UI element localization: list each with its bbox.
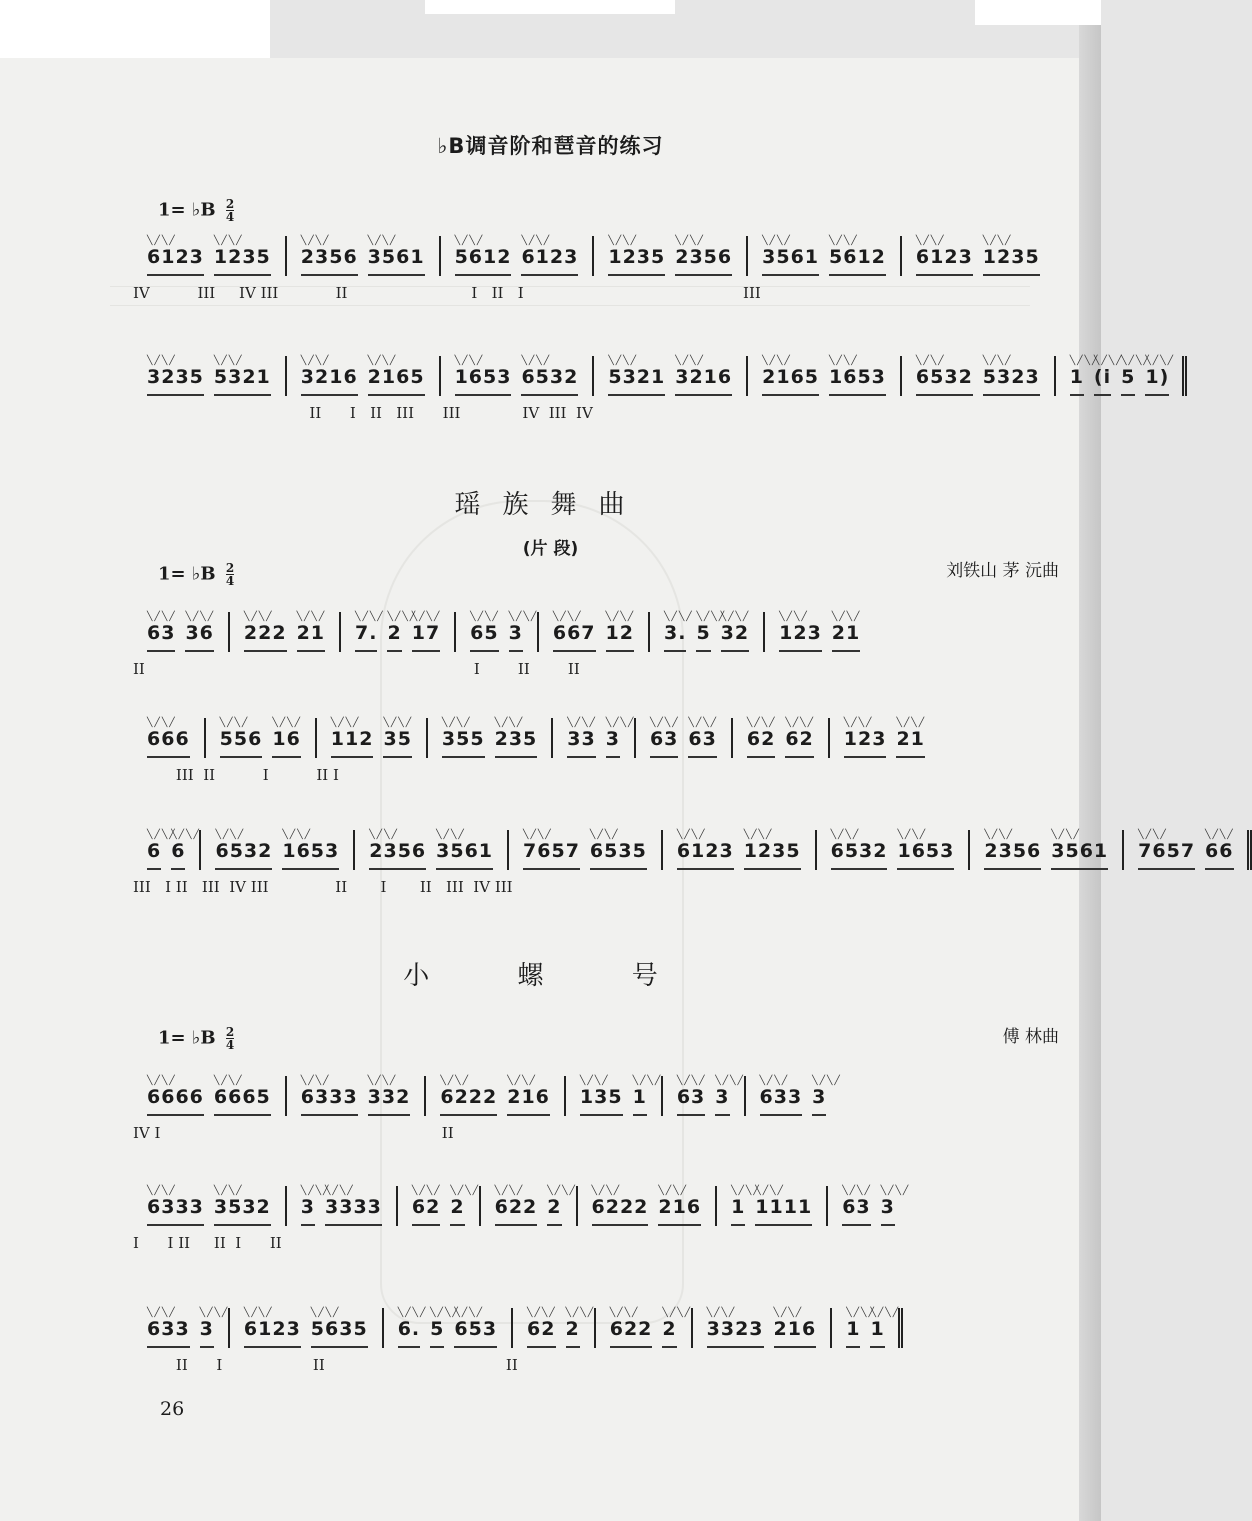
measure-row: [133, 1308, 1063, 1348]
string-position-markers: II I II II: [133, 1356, 518, 1374]
notation-line: [133, 830, 1234, 896]
measure-row: [133, 718, 1063, 758]
measure: [287, 1076, 427, 1116]
time-signature: $\frac{2}{4}$: [225, 561, 235, 588]
composer-credit: 傅 林曲: [1002, 1027, 1059, 1047]
note-group: ╲╱╲╱ 3: [301, 1196, 315, 1226]
time-signature: $\frac{2}{4}$: [225, 197, 235, 224]
measure: [539, 612, 650, 652]
measure: [133, 1076, 287, 1116]
note-group: ╲╱╲╱ 35: [383, 728, 411, 758]
note-group: ╲╱╲╱ 3: [200, 1318, 214, 1348]
note-group: ╲╱╲╱ 235: [495, 728, 538, 758]
measure: [594, 356, 748, 396]
note-group: ╲╱╲╱ 332: [368, 1086, 411, 1116]
note-group: ╲╱╲╱ 3323: [707, 1318, 764, 1348]
note-group: ╲╱╲╱ 1235: [214, 246, 271, 276]
note-group: ╲╱╲╱ 653: [454, 1318, 497, 1348]
note-group: ╲╱╲╱ 1653: [829, 366, 886, 396]
measure: [456, 612, 539, 652]
note-group: ╲╱╲╱ 7.: [355, 622, 377, 652]
measure: [594, 236, 748, 276]
note-group: ╲╱╲╱ 62: [785, 728, 813, 758]
note-group: ╲╱╲╱ 7657: [523, 840, 580, 870]
note-group: ╲╱╲╱ 6.: [398, 1318, 420, 1348]
measure: [970, 830, 1124, 870]
string-position-markers: II I II II: [133, 660, 580, 678]
scan-edge-left: [0, 0, 270, 58]
note-group: ╲╱╲╱ 6532: [215, 840, 272, 870]
measure: [133, 830, 201, 870]
note-group: ╲╱╲╱ 6665: [214, 1086, 271, 1116]
measure: [426, 1076, 566, 1116]
measure: [832, 1308, 902, 1348]
time-signature: $\frac{2}{4}$: [225, 1025, 235, 1052]
note-group: ╲╱╲╱ 2: [566, 1318, 580, 1348]
note-group: ╲╱╲╱ 66: [1205, 840, 1233, 870]
measure: [748, 236, 902, 276]
measure: [133, 356, 287, 396]
string-position-markers: III II I II I: [133, 766, 339, 784]
note-group: ╲╱╲╱ 622: [495, 1196, 538, 1226]
note-group: ╲╱╲╱ 21: [896, 728, 924, 758]
note-group: ╲╱╲╱ 6532: [916, 366, 973, 396]
note-group: ╲╱╲╱ 2165: [368, 366, 425, 396]
measure: [596, 1308, 693, 1348]
note-group: ╲╱╲╱ 12: [606, 622, 634, 652]
note-group: ╲╱╲╱ 1111: [755, 1196, 812, 1226]
measure: [717, 1186, 828, 1226]
note-group: ╲╱╲╱ 5: [696, 622, 710, 652]
measure: [650, 612, 765, 652]
note-group: ╲╱╲╱ 2165: [762, 366, 819, 396]
piece-title-scale-exercise: ♭B调音阶和琶音的练习: [437, 134, 664, 158]
note-group: ╲╱╲╱ 6123: [244, 1318, 301, 1348]
page-number: 26: [160, 1398, 185, 1420]
key-signature: 1= ♭B $\frac{2}{4}$: [158, 561, 235, 588]
measure: [509, 830, 663, 870]
note-group: ╲╱╲╱ 222: [244, 622, 287, 652]
note-group: ╲╱╲╱ 3: [606, 728, 620, 758]
measure: [355, 830, 509, 870]
note-group: ╲╱╲╱ 3: [881, 1196, 895, 1226]
measure: [206, 718, 317, 758]
note-group: ╲╱╲╱ 667: [553, 622, 596, 652]
note-group: ╲╱╲╱ 36: [185, 622, 213, 652]
measure: [441, 236, 595, 276]
note-group: ╲╱╲╱ 6222: [440, 1086, 497, 1116]
note-group: ╲╱╲╱ 2: [387, 622, 401, 652]
note-group: ╲╱╲╱ 63: [677, 1086, 705, 1116]
note-group: ╲╱╲╱ 63: [842, 1196, 870, 1226]
measure: [287, 236, 441, 276]
measure: [902, 356, 1056, 396]
note-group: ╲╱╲╱ 63: [147, 622, 175, 652]
piece-title-yao-dance: 瑶族舞曲: [454, 490, 647, 520]
note-group: ╲╱╲╱ 2356: [984, 840, 1041, 870]
note-group: ╲╱╲╱ 3561: [368, 246, 425, 276]
measure: [830, 718, 939, 758]
measure-row: [133, 356, 1170, 396]
note-group: ╲╱╲╱ 6123: [677, 840, 734, 870]
note-group: ╲╱╲╱ 1653: [455, 366, 512, 396]
note-group: ╲╱╲╱ 1: [870, 1318, 884, 1348]
measure: [746, 1076, 841, 1116]
measure: [663, 830, 817, 870]
note-group: ╲╱╲╱ 3216: [301, 366, 358, 396]
note-group: ╲╱╲╱ 6333: [147, 1196, 204, 1226]
note-group: ╲╱╲╱ 2356: [301, 246, 358, 276]
measure: [663, 1076, 746, 1116]
measure: [201, 830, 355, 870]
note-group: ╲╱╲╱ 6532: [521, 366, 578, 396]
measure: [902, 236, 1054, 276]
note-group: ╲╱╲╱ 3216: [675, 366, 732, 396]
note-group: ╲╱╲╱ (i: [1094, 366, 1111, 396]
string-position-markers: I I II II I II: [133, 1234, 282, 1252]
measure: [1056, 356, 1188, 396]
measure: [817, 830, 971, 870]
note-group: ╲╱╲╱ 33: [567, 728, 595, 758]
note-group: ╲╱╲╱ 62: [412, 1196, 440, 1226]
note-group: ╲╱╲╱ 633: [760, 1086, 803, 1116]
note-group: ╲╱╲╱ 3: [812, 1086, 826, 1116]
note-group: ╲╱╲╱ 1653: [282, 840, 339, 870]
note-group: ╲╱╲╱ 6535: [590, 840, 647, 870]
measure: [287, 1186, 398, 1226]
note-group: ╲╱╲╱ 5323: [983, 366, 1040, 396]
measure: [566, 1076, 663, 1116]
measure-row: [133, 1076, 1063, 1116]
measure: [230, 612, 341, 652]
measure: [133, 1186, 287, 1226]
note-group: ╲╱╲╱ 1: [1070, 366, 1084, 396]
note-group: ╲╱╲╱ 6666: [147, 1086, 204, 1116]
measure: [341, 612, 456, 652]
note-group: ╲╱╲╱ 16: [272, 728, 300, 758]
note-group: ╲╱╲╱ 3532: [214, 1196, 271, 1226]
note-group: ╲╱╲╱ 3561: [436, 840, 493, 870]
note-group: ╲╱╲╱ 21: [832, 622, 860, 652]
measure: [513, 1308, 596, 1348]
note-group: ╲╱╲╱ 65: [470, 622, 498, 652]
note-group: ╲╱╲╱ 1: [731, 1196, 745, 1226]
measure: [287, 356, 441, 396]
note-group: ╲╱╲╱ 1: [633, 1086, 647, 1116]
measure: [428, 718, 553, 758]
note-group: ╲╱╲╱ 633: [147, 1318, 190, 1348]
note-group: ╲╱╲╱ 6123: [916, 246, 973, 276]
measure: [384, 1308, 513, 1348]
note-group: ╲╱╲╱ 62: [527, 1318, 555, 1348]
notation-line: [133, 1186, 1063, 1252]
note-group: ╲╱╲╱ 62: [747, 728, 775, 758]
note-group: ╲╱╲╱ 6: [147, 840, 161, 870]
note-group: ╲╱╲╱ 17: [412, 622, 440, 652]
note-group: ╲╱╲╱ 5612: [829, 246, 886, 276]
measure: [398, 1186, 481, 1226]
note-group: ╲╱╲╱ 622: [610, 1318, 653, 1348]
note-group: ╲╱╲╱ 5321: [214, 366, 271, 396]
note-group: ╲╱╲╱ 3561: [762, 246, 819, 276]
note-group: ╲╱╲╱ 1235: [608, 246, 665, 276]
composer-credit: 刘铁山 茅 沅曲: [946, 561, 1059, 581]
key-signature: 1= ♭B $\frac{2}{4}$: [158, 1025, 235, 1052]
note-group: ╲╱╲╱ 3561: [1051, 840, 1108, 870]
note-group: ╲╱╲╱ 216: [507, 1086, 550, 1116]
note-group: ╲╱╲╱ 5: [430, 1318, 444, 1348]
note-group: ╲╱╲╱ 1235: [983, 246, 1040, 276]
note-group: ╲╱╲╱ 5635: [311, 1318, 368, 1348]
notation-line: [133, 1308, 1063, 1374]
measure-row: [133, 236, 1063, 276]
note-group: ╲╱╲╱ 1653: [897, 840, 954, 870]
measure-row: [133, 830, 1234, 870]
note-group: ╲╱╲╱ 3235: [147, 366, 204, 396]
measure: [230, 1308, 384, 1348]
note-group: ╲╱╲╱ 6532: [831, 840, 888, 870]
note-group: ╲╱╲╱ 2: [450, 1196, 464, 1226]
note-group: ╲╱╲╱ 6123: [147, 246, 204, 276]
measure: [636, 718, 733, 758]
measure: [733, 718, 830, 758]
note-group: ╲╱╲╱ 5: [1121, 366, 1135, 396]
note-group: ╲╱╲╱ 5612: [455, 246, 512, 276]
book-spine-shadow: [1079, 25, 1101, 1521]
note-group: ╲╱╲╱ 666: [147, 728, 190, 758]
note-group: ╲╱╲╱ 7657: [1138, 840, 1195, 870]
measure: [748, 356, 902, 396]
piece-title-little-conch: 小 螺 号: [403, 961, 698, 991]
note-group: ╲╱╲╱ 216: [774, 1318, 817, 1348]
notation-line: [133, 1076, 1063, 1142]
note-group: ╲╱╲╱ 6222: [592, 1196, 649, 1226]
measure: [317, 718, 428, 758]
notation-line: [133, 612, 1063, 678]
note-group: ╲╱╲╱ 3: [715, 1086, 729, 1116]
string-position-markers: IV I II: [133, 1124, 454, 1142]
note-group: ╲╱╲╱ 5321: [608, 366, 665, 396]
notation-line: [133, 356, 1170, 422]
note-group: ╲╱╲╱ 63: [688, 728, 716, 758]
measure: [553, 718, 636, 758]
key-signature: 1= ♭B $\frac{2}{4}$: [158, 197, 235, 224]
measure: [441, 356, 595, 396]
note-group: ╲╱╲╱ 3: [509, 622, 523, 652]
note-group: ╲╱╲╱ 3.: [664, 622, 686, 652]
note-group: ╲╱╲╱ 123: [844, 728, 887, 758]
note-group: ╲╱╲╱ 2: [662, 1318, 676, 1348]
note-group: ╲╱╲╱ 3333: [325, 1196, 382, 1226]
note-group: ╲╱╲╱ 1235: [744, 840, 801, 870]
notation-line: [133, 718, 1063, 784]
measure: [133, 236, 287, 276]
note-group: ╲╱╲╱ 6333: [301, 1086, 358, 1116]
measure: [1124, 830, 1251, 870]
scan-edge-right: [975, 0, 1101, 25]
measure-row: [133, 1186, 1063, 1226]
note-group: ╲╱╲╱ 2356: [675, 246, 732, 276]
note-group: ╲╱╲╱ 556: [220, 728, 263, 758]
note-group: ╲╱╲╱ 32: [721, 622, 749, 652]
note-group: ╲╱╲╱ 123: [779, 622, 822, 652]
note-group: ╲╱╲╱ 6123: [521, 246, 578, 276]
note-group: ╲╱╲╱ 2: [547, 1196, 561, 1226]
measure: [133, 1308, 230, 1348]
measure-row: [133, 612, 1063, 652]
note-group: ╲╱╲╱ 1): [1145, 366, 1169, 396]
note-group: ╲╱╲╱ 355: [442, 728, 485, 758]
measure: [828, 1186, 909, 1226]
note-group: ╲╱╲╱ 1: [846, 1318, 860, 1348]
scan-edge-mid: [425, 0, 675, 14]
piece-subtitle: (片 段): [522, 539, 579, 559]
measure: [693, 1308, 833, 1348]
note-group: ╲╱╲╱ 135: [580, 1086, 623, 1116]
note-group: ╲╱╲╱ 21: [297, 622, 325, 652]
note-group: ╲╱╲╱ 63: [650, 728, 678, 758]
note-group: ╲╱╲╱ 2356: [369, 840, 426, 870]
string-position-markers: III I II III IV III II I II III IV III: [133, 878, 513, 896]
notation-line: [133, 236, 1063, 302]
measure: [578, 1186, 718, 1226]
note-group: ╲╱╲╱ 112: [331, 728, 374, 758]
note-group: ╲╱╲╱ 6: [171, 840, 185, 870]
measure: [133, 612, 230, 652]
measure: [765, 612, 874, 652]
string-position-markers: IV III IV III II I II I III: [133, 284, 761, 302]
note-group: ╲╱╲╱ 216: [658, 1196, 701, 1226]
string-position-markers: II I II III III IV III IV: [133, 404, 593, 422]
measure: [481, 1186, 578, 1226]
measure: [133, 718, 206, 758]
